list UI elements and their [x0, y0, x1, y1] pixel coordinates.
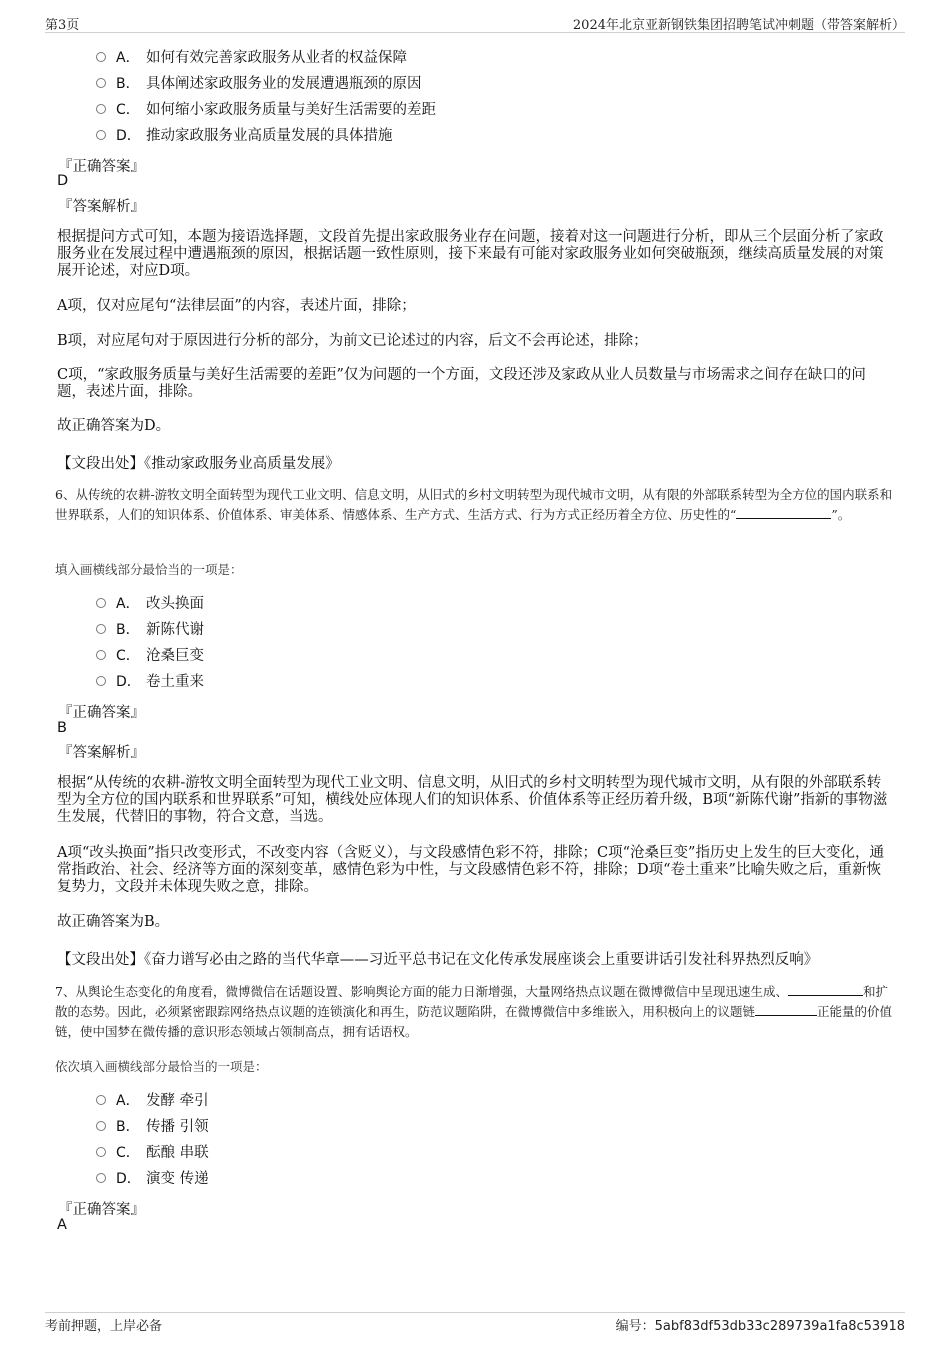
q7-option-b[interactable]: B． 传播 引领 — [96, 1117, 209, 1137]
q5-analysis-para: A项，仅对应尾句“法律层面”的内容，表述片面，排除； — [57, 298, 416, 314]
q6-analysis-para: 故正确答案为B。 — [57, 914, 170, 930]
q6-analysis-para: 根据“从传统的农耕-游牧文明全面转型为现代工业文明、信息文明，从旧式的乡村文明转型为现代城市文明，从有限的外部联系转型为全方位的国内联系和世界联系”可知，横线处应体现人们的知识体系、价值体系等正经历着升级，B项“新陈代谢”指新的事物滋生发展，代替旧的事物，符合文意，当选。 — [57, 775, 888, 825]
q6-source: 【文段出处】《奋力谱写必由之路的当代华章——习近平总书记在文化传承发展座谈会上重要讲话引发社科界热烈反响》 — [57, 952, 819, 968]
q6-prompt: 填入画横线部分最恰当的一项是： — [55, 562, 243, 577]
q7-option-a[interactable]: A． 发酵 牵引 — [96, 1091, 209, 1111]
fill-blank — [736, 506, 831, 519]
radio-icon[interactable] — [96, 1121, 106, 1131]
q5-option-b[interactable]: B． 具体阐述家政服务业的发展遭遇瓶颈的原因 — [96, 74, 422, 94]
radio-icon[interactable] — [96, 52, 106, 62]
radio-icon[interactable] — [96, 650, 106, 660]
q7-option-d[interactable]: D． 演变 传递 — [96, 1169, 209, 1189]
q5-source: 【文段出处】《推动家政服务业高质量发展》 — [57, 456, 340, 472]
q6-analysis-para: A项“改头换面”指只改变形式，不改变内容（含贬义），与文段感情色彩不符，排除；C项“沧桑巨变”指历史上发生的巨大变化，通常指政治、社会、经济等方面的深刻变革，感情色彩为中性，与文段感情色彩不符，排除；D项“卷土重来”比喻失败之后，重新恢复势力，文段并未体现失败之意，排除。 — [57, 845, 884, 895]
radio-icon[interactable] — [96, 1173, 106, 1183]
page-footer — [45, 1312, 905, 1335]
document-code: 编号：5abf83df53db33c289739a1fa8c53918 — [615, 1319, 905, 1334]
page-number: 第3页 — [45, 18, 80, 33]
q5-option-d[interactable]: D． 推动家政服务业高质量发展的具体措施 — [96, 126, 393, 146]
q5-answer-label: 『正确答案』 — [58, 159, 145, 175]
q7-option-c[interactable]: C． 酝酿 串联 — [96, 1143, 209, 1163]
radio-icon[interactable] — [96, 624, 106, 634]
q6-stem: 6、从传统的农耕-游牧文明全面转型为现代工业文明、信息文明，从旧式的乡村文明转型为现代城市文明，从有限的外部联系转型为全方位的国内联系和世界联系，人们的知识体系、价值体系、审美体系、情感体系、生产方式、生活方式、行为方式正经历着全方位、历史性的“ ”。 — [55, 487, 893, 522]
q6-option-d[interactable]: D． 卷土重来 — [96, 672, 204, 692]
q7-prompt: 依次填入画横线部分最恰当的一项是： — [55, 1059, 268, 1074]
q5-option-a[interactable]: A． 如何有效完善家政服务从业者的权益保障 — [96, 48, 407, 68]
q5-analysis-para: 根据提问方式可知，本题为接语选择题，文段首先提出家政服务业存在问题，接着对这一问题进行分析，即从三个层面分析了家政服务业在发展过程中遭遇瓶颈的原因，根据话题一致性原则，接下来最有可能对家政服务业如何突破瓶颈，继续高质量发展的对策展开论述，对应D项。 — [57, 229, 884, 279]
fill-blank — [755, 1003, 817, 1016]
radio-icon[interactable] — [96, 130, 106, 140]
radio-icon[interactable] — [96, 1095, 106, 1105]
q7-stem: 7、从舆论生态变化的角度看，微博微信在话题设置、影响舆论方面的能力日渐增强，大量网络热点议题在微博微信中呈现迅速生成、 和扩散的态势。因此，必须紧密跟踪网络热点议题的连锁演化和再生，防范议题陷阱，在微博微信中多维嵌入，用积极向上的议题链 正能量的价值链，使中国梦在微传播的意识形态领域占领制高点，拥有话语权。 — [55, 984, 893, 1039]
q6-option-c[interactable]: C． 沧桑巨变 — [96, 646, 204, 666]
q5-analysis-para: 故正确答案为D。 — [57, 418, 171, 434]
q5-answer: D — [57, 173, 69, 189]
page-header — [45, 14, 905, 33]
q6-analysis-label: 『答案解析』 — [58, 745, 145, 761]
q5-analysis-label: 『答案解析』 — [58, 199, 145, 215]
radio-icon[interactable] — [96, 78, 106, 88]
q6-answer-label: 『正确答案』 — [58, 705, 145, 721]
q7-answer: A — [57, 1217, 67, 1233]
radio-icon[interactable] — [96, 1147, 106, 1157]
q6-answer: B — [57, 720, 67, 736]
radio-icon[interactable] — [96, 676, 106, 686]
document-title: 2024年北京亚新钢铁集团招聘笔试冲刺题（带答案解析） — [572, 18, 905, 33]
q5-analysis-para: C项，“家政服务质量与美好生活需要的差距”仅为问题的一个方面，文段还涉及家政从业人员数量与市场需求之间存在缺口的问题，表述片面，排除。 — [57, 367, 866, 400]
footer-slogan: 考前押题，上岸必备 — [45, 1319, 163, 1334]
q6-option-b[interactable]: B． 新陈代谢 — [96, 620, 204, 640]
q7-answer-label: 『正确答案』 — [58, 1202, 145, 1218]
fill-blank — [788, 983, 863, 996]
radio-icon[interactable] — [96, 598, 106, 608]
q5-analysis-para: B项，对应尾句对于原因进行分析的部分，为前文已论述过的内容，后文不会再论述，排除； — [57, 333, 648, 349]
q5-option-c[interactable]: C． 如何缩小家政服务质量与美好生活需要的差距 — [96, 100, 436, 120]
radio-icon[interactable] — [96, 104, 106, 114]
q6-option-a[interactable]: A． 改头换面 — [96, 594, 204, 614]
